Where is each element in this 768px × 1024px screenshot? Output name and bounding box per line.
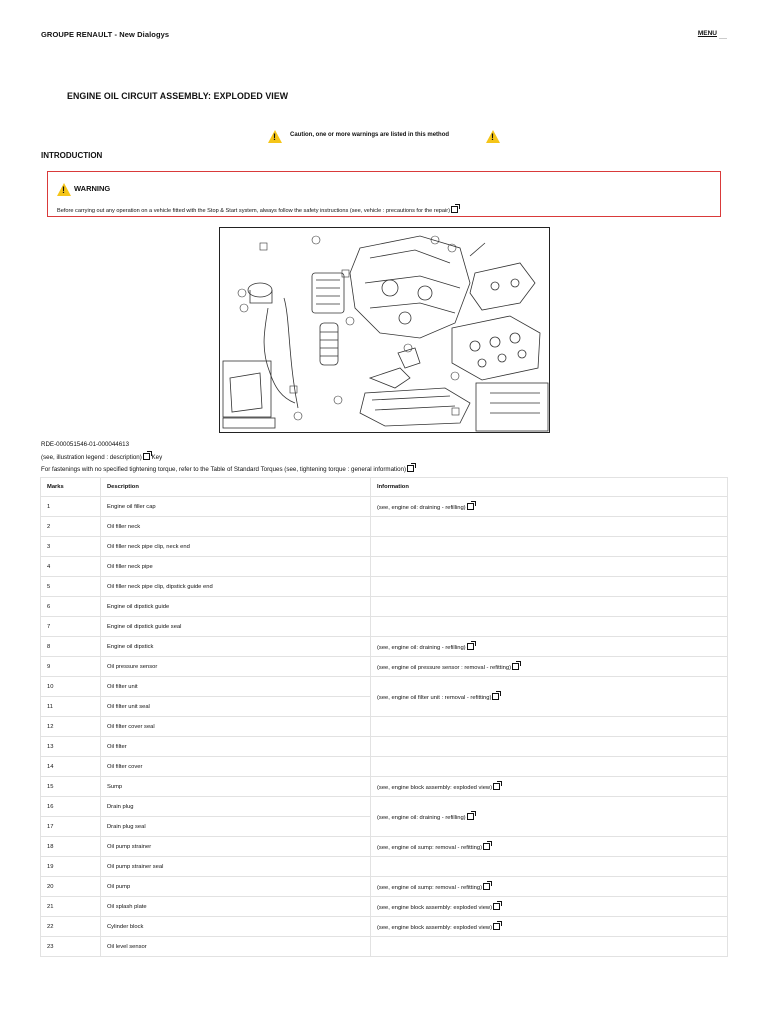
external-link-icon[interactable] (493, 923, 500, 930)
external-link-icon[interactable] (467, 503, 474, 510)
column-header-marks: Marks (41, 478, 101, 497)
table-row (41, 617, 728, 637)
information-cell (371, 797, 728, 837)
table-row (41, 937, 728, 957)
information-link[interactable]: (see, engine oil: draining - refilling) (377, 644, 466, 651)
caution-text: Caution, one or more warnings are listed in this method (290, 132, 450, 138)
table-row (41, 797, 728, 817)
information-cell (371, 657, 728, 677)
description-cell: Drain plug (101, 797, 371, 817)
description-cell: Oil filter unit seal (101, 697, 371, 717)
mark-cell: 19 (41, 857, 101, 877)
table-row (41, 517, 728, 537)
information-cell (371, 497, 728, 517)
mark-cell: 20 (41, 877, 101, 897)
mark-cell: 7 (41, 617, 101, 637)
description-cell: Oil level sensor (101, 937, 371, 957)
mark-cell: 17 (41, 817, 101, 837)
mark-cell: 5 (41, 577, 101, 597)
information-link[interactable]: (see, engine block assembly: exploded view) (377, 924, 493, 931)
information-cell (371, 617, 728, 637)
column-header-information: Information (371, 478, 728, 497)
information-cell (371, 537, 728, 557)
mark-cell: 13 (41, 737, 101, 757)
information-link[interactable]: (see, engine oil pressure sensor : removal - refitting) (377, 664, 512, 671)
marks-table (40, 477, 728, 957)
mark-cell: 6 (41, 597, 101, 617)
description-cell: Engine oil dipstick (101, 637, 371, 657)
illustration-reference: RDE-000051546-01-000044613 (41, 441, 130, 448)
description-cell: Oil filler neck pipe (101, 557, 371, 577)
table-row (41, 877, 728, 897)
external-link-icon[interactable] (467, 643, 474, 650)
mark-cell: 15 (41, 777, 101, 797)
information-cell (371, 737, 728, 757)
table-row (41, 857, 728, 877)
information-cell (371, 677, 728, 717)
table-row (41, 737, 728, 757)
information-link[interactable]: (see, engine block assembly: exploded view) (377, 784, 493, 791)
mark-cell: 3 (41, 537, 101, 557)
table-row (41, 637, 728, 657)
table-row (41, 777, 728, 797)
table-body (41, 497, 728, 957)
warning-box (47, 171, 721, 217)
mark-cell: 14 (41, 757, 101, 777)
table-row (41, 537, 728, 557)
table-header-row (41, 478, 728, 497)
warning-title: WARNING (74, 184, 111, 193)
description-cell: Cylinder block (101, 917, 371, 937)
warning-triangle-icon (486, 130, 500, 143)
engine-exploded-drawing (220, 228, 550, 433)
information-cell (371, 937, 728, 957)
description-cell: Oil filler neck (101, 517, 371, 537)
external-link-icon[interactable] (483, 883, 490, 890)
caution-banner (268, 129, 504, 145)
description-cell: Engine oil filler cap (101, 497, 371, 517)
external-link-icon[interactable] (467, 813, 474, 820)
description-cell: Oil filter (101, 737, 371, 757)
information-cell (371, 837, 728, 857)
description-cell: Oil splash plate (101, 897, 371, 917)
mark-cell: 16 (41, 797, 101, 817)
external-link-icon[interactable] (143, 453, 150, 460)
description-cell: Oil filter cover seal (101, 717, 371, 737)
information-cell (371, 897, 728, 917)
information-link[interactable]: (see, engine block assembly: exploded view) (377, 904, 493, 911)
mark-cell: 12 (41, 717, 101, 737)
information-cell (371, 857, 728, 877)
information-cell (371, 917, 728, 937)
table-row (41, 557, 728, 577)
information-cell (371, 597, 728, 617)
mark-cell: 18 (41, 837, 101, 857)
table-row (41, 837, 728, 857)
description-cell: Oil pump (101, 877, 371, 897)
page-title: ENGINE OIL CIRCUIT ASSEMBLY: EXPLODED VIEW (67, 91, 289, 101)
mark-cell: 1 (41, 497, 101, 517)
information-cell (371, 517, 728, 537)
external-link-icon[interactable] (493, 783, 500, 790)
mark-cell: 10 (41, 677, 101, 697)
mark-cell: 22 (41, 917, 101, 937)
description-cell: Oil filter cover (101, 757, 371, 777)
external-link-icon[interactable] (451, 206, 458, 213)
description-cell: Oil pump strainer (101, 837, 371, 857)
table-row (41, 497, 728, 517)
information-link[interactable]: (see, engine oil: draining - refilling) (377, 814, 466, 821)
information-cell (371, 757, 728, 777)
warning-triangle-icon (268, 130, 282, 143)
table-row (41, 677, 728, 697)
description-cell: Sump (101, 777, 371, 797)
external-link-icon[interactable] (512, 663, 519, 670)
description-cell: Oil filler neck pipe clip, dipstick guide end (101, 577, 371, 597)
mark-cell: 2 (41, 517, 101, 537)
information-cell (371, 877, 728, 897)
warning-body: Before carrying out any operation on a vehicle fitted with the Stop & Start system, always follow the safety instructions (see, vehicle : precautions for the repair) (57, 206, 458, 214)
fastenings-note: For fastenings with no specified tightening torque, refer to the Table of Standard Torques (see, tightening torque : general information) (41, 465, 414, 473)
brand-title: GROUPE RENAULT - New Dialogys (41, 30, 170, 39)
table-row (41, 577, 728, 597)
description-cell: Engine oil dipstick guide seal (101, 617, 371, 637)
mark-cell: 23 (41, 937, 101, 957)
external-link-icon[interactable] (407, 465, 414, 472)
table-row (41, 717, 728, 737)
column-header-description: Description (101, 478, 371, 497)
mark-cell: 4 (41, 557, 101, 577)
description-cell: Oil pump strainer seal (101, 857, 371, 877)
external-link-icon[interactable] (493, 903, 500, 910)
external-link-icon[interactable] (492, 693, 499, 700)
introduction-heading: INTRODUCTION (41, 151, 103, 160)
information-cell (371, 717, 728, 737)
description-cell: Oil filter unit (101, 677, 371, 697)
information-link[interactable]: (see, engine oil sump: removal - refitting) (377, 844, 483, 851)
mark-cell: 11 (41, 697, 101, 717)
information-link[interactable]: (see, engine oil sump: removal - refitting) (377, 884, 483, 891)
mark-cell: 8 (41, 637, 101, 657)
top-bar (41, 30, 727, 44)
menu-link[interactable]: MENU (697, 30, 717, 37)
information-cell (371, 577, 728, 597)
legend-note: (see, illustration legend : description) Key (41, 454, 163, 461)
description-cell: Oil pressure sensor (101, 657, 371, 677)
table-row (41, 597, 728, 617)
warning-triangle-icon (57, 183, 71, 196)
table-row (41, 657, 728, 677)
menu-divider (719, 38, 727, 39)
external-link-icon[interactable] (483, 843, 490, 850)
description-cell: Engine oil dipstick guide (101, 597, 371, 617)
table-row (41, 897, 728, 917)
mark-cell: 9 (41, 657, 101, 677)
information-link[interactable]: (see, engine oil filter unit : removal - refitting) (377, 694, 492, 701)
table-row (41, 757, 728, 777)
description-cell: Oil filler neck pipe clip, neck end (101, 537, 371, 557)
information-cell (371, 557, 728, 577)
information-link[interactable]: (see, engine oil: draining - refilling) (377, 504, 466, 511)
exploded-view-diagram (219, 227, 550, 433)
mark-cell: 21 (41, 897, 101, 917)
table-row (41, 917, 728, 937)
information-cell (371, 777, 728, 797)
description-cell: Drain plug seal (101, 817, 371, 837)
information-cell (371, 637, 728, 657)
